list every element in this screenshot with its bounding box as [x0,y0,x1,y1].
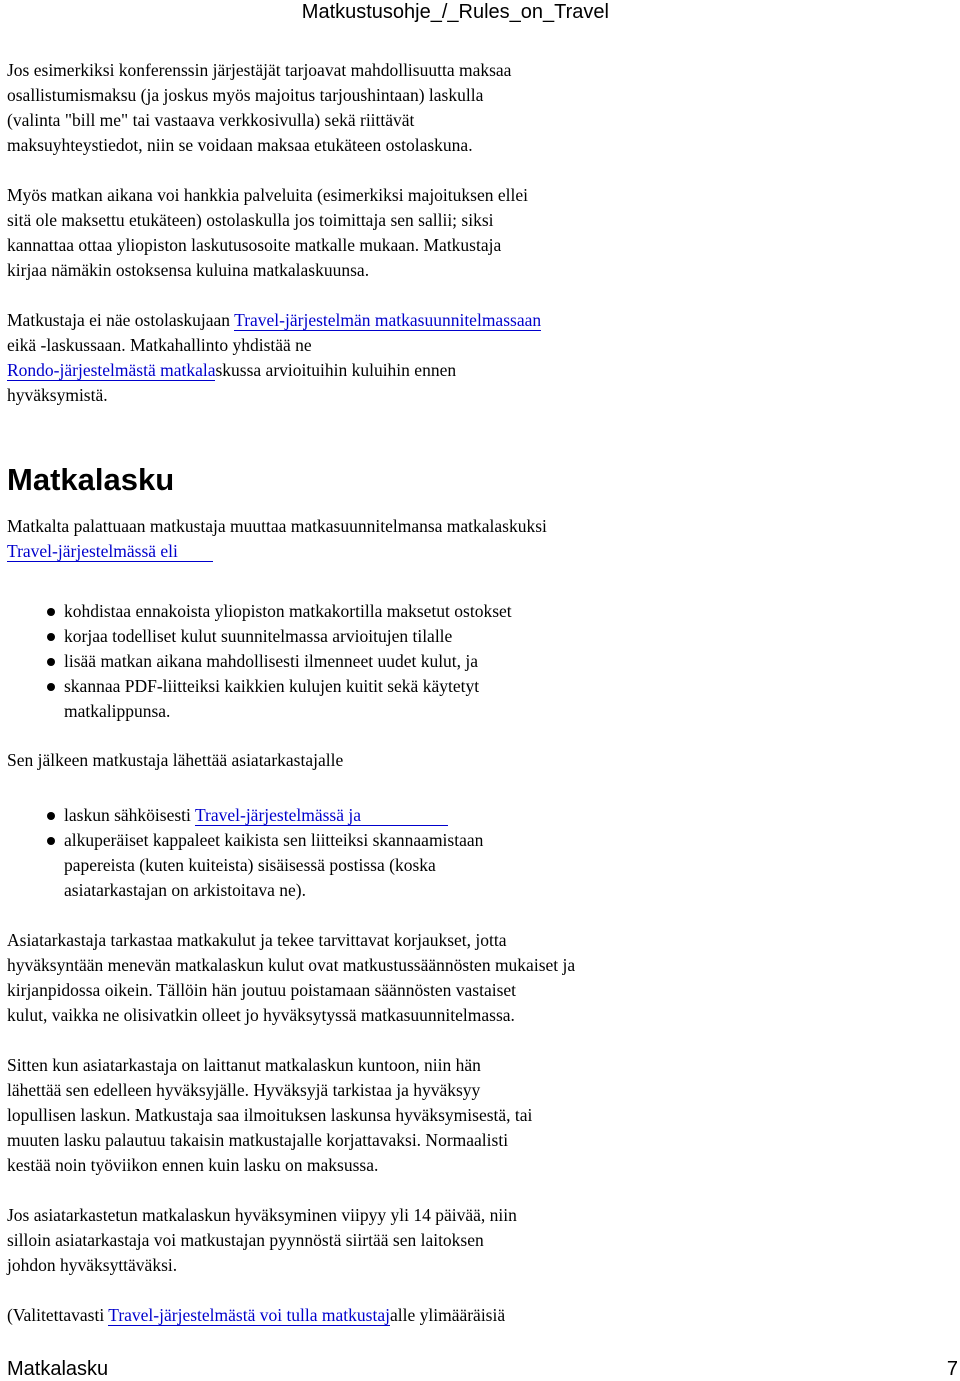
list-item-text: laskun sähköisesti [64,805,195,825]
text-segment: alle ylimääräisiä [389,1305,506,1325]
list-item [7,803,697,828]
page-footer [7,1358,960,1381]
claim-steps-list [7,599,697,724]
travel-system-link[interactable]: Travel-järjestelmän matkasuunnitelmassaan [234,310,542,330]
bullet-icon [47,837,55,845]
text-segment: (Valitettavasti [7,1305,109,1325]
text-segment: skussa arvioituihin kuluihin ennen hyväksymistä. [7,360,457,405]
bullet-icon [47,608,55,616]
paragraph-services-during-trip: Myös matkan aikana voi hankkia palveluita (esimerkiksi majoituksen ellei sitä ole maksettu etukäteen) ostolaskulla jos toimittaja sen sallii; siksi kannattaa ottaa yliopiston laskutusosoite matkalle mukaan. Matkustaja kirjaa nämäkin ostoksensa kuluina matkalaskuunsa. [7,185,528,280]
send-items-list [7,803,697,903]
text-segment: Matkalta palattuaan matkustaja muuttaa matkasuunnitelmansa matkalaskuksi [7,516,547,536]
bullet-icon [47,683,55,691]
paragraph-purchase-invoices [7,308,697,408]
document-body [7,58,697,1328]
travel-system-link[interactable]: Travel-järjestelmästä voi tulla matkustaj [108,1305,390,1325]
section-heading: Matkalasku [7,462,175,497]
page-number: 7 [946,1358,958,1380]
list-item-text: korjaa todelliset kulut suunnitelmassa arvioitujen tilalle [64,626,453,646]
travel-system-link[interactable] [195,805,449,826]
paragraph-extra-notice [7,1303,697,1328]
text-segment: eikä -laskussaan. Matkahallinto yhdistää ne [7,335,312,355]
list-item-text: lisää matkan aikana mahdollisesti ilmenneet uudet kulut, ja [64,651,479,671]
link-tail [361,805,449,825]
rondo-system-link[interactable]: Rondo-järjestelmästä matkala [7,360,216,380]
text-segment: Matkustaja ei näe ostolaskujaan [7,310,235,330]
list-item [7,599,697,624]
document-title: Matkustusohje_/_Rules_on_Travel [301,1,609,23]
list-item [7,828,697,903]
paragraph-delayed-approval: Jos asiatarkastetun matkalaskun hyväksyminen viipyy yli 14 päivää, niin silloin asiatarkastaja voi matkustajan pyynnöstä siirtää sen laitoksen johdon hyväksyttäväksi. [7,1205,517,1275]
list-item-text: skannaa PDF-liitteiksi kaikkien kulujen kuitit sekä käytetyt matkalippunsa. [64,676,480,721]
list-item [7,624,697,649]
page-header [0,0,960,26]
travel-system-link[interactable]: Travel-järjestelmässä eli [7,541,213,561]
paragraph-invoice-prepayment: Jos esimerkiksi konferenssin järjestäjät tarjoavat mahdollisuutta maksaa osallistumismaksu (ja joskus myös majoitus tarjoushintaan) laskulla (valinta "bill me" tai vastaava verkkosivulla) sekä riittävät maksuyhteystiedot, niin se voidaan maksaa etukäteen ostolaskuna. [7,60,512,155]
bullet-icon [47,658,55,666]
list-item [7,649,697,674]
bullet-icon [47,633,55,641]
paragraph-approval: Sitten kun asiatarkastaja on laittanut matkalaskun kuntoon, niin hän lähettää sen edelleen hyväksyjälle. Hyväksyjä tarkistaa ja hyväksyy lopullisen laskun. Matkustaja saa ilmoituksen laskunsa hyväksymisestä, tai muuten lasku palautuu takaisin matkustajalle korjattavaksi. Normaalisti kestää noin työviikon ennen kuin lasku on maksussa. [7,1055,533,1175]
list-item-text: kohdistaa ennakoista yliopiston matkakortilla maksetut ostokset [64,601,512,621]
footer-section-title: Matkalasku [7,1358,109,1380]
paragraph-travel-claim-intro [7,514,697,564]
bullet-icon [47,812,55,820]
list-item [7,674,697,724]
link-text: Travel-järjestelmässä ja [194,805,361,825]
list-item-text: alkuperäiset kappaleet kaikista sen liitteiksi skannaamistaan papereista (kuten kuiteista) sisäisessä postissa (koska asiatarkastajan on arkistoitava ne). [64,830,484,900]
paragraph-inspection: Asiatarkastaja tarkastaa matkakulut ja tekee tarvittavat korjaukset, jotta hyväksyntään menevän matkalaskun kulut ovat matkustussäännösten mukaiset ja kirjanpidossa oikein. Tällöin hän joutuu poistamaan säännösten vastaiset kulut, vaikka ne olisivatkin olleet jo hyväksytyssä matkasuunnitelmassa. [7,930,576,1025]
paragraph-send-to-inspector: Sen jälkeen matkustaja lähettää asiatarkastajalle [7,750,344,770]
